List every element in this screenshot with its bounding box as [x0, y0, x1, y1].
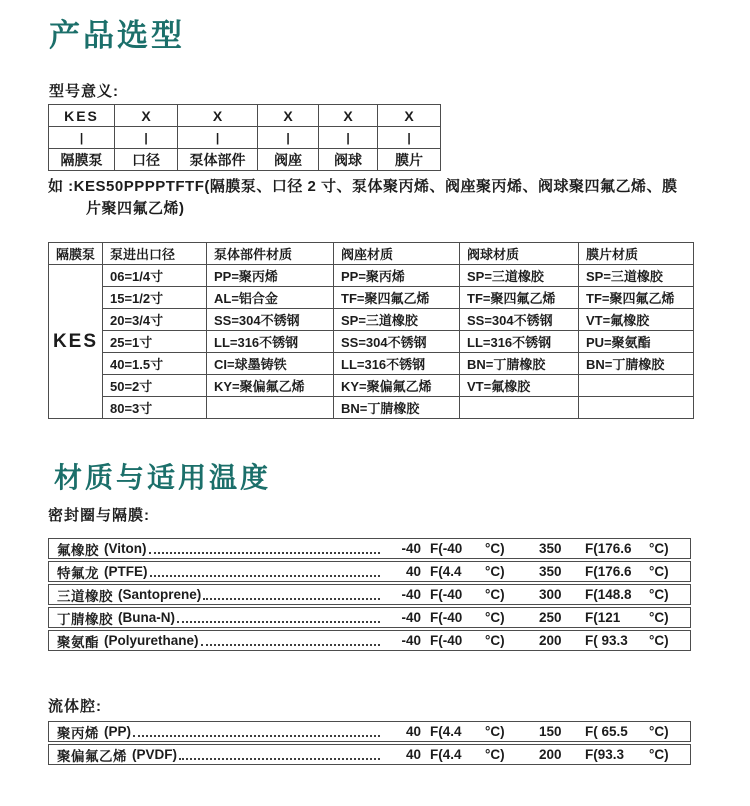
seal-diaphragm-label: 密封圈与隔膜: [48, 507, 150, 524]
min-temp-unit: °C) [485, 564, 505, 579]
header-cell: 泵体部件材质 [207, 243, 334, 265]
table-cell: 06=1/4寸 [103, 265, 207, 287]
table-cell: 隔膜泵 [49, 149, 115, 171]
table-cell: 15=1/2寸 [103, 287, 207, 309]
min-temp-c: F(4.4 [430, 747, 462, 762]
table-row [49, 375, 694, 397]
max-temp-f: 350 [539, 541, 562, 556]
table-cell [579, 397, 694, 419]
table-cell: KES [49, 105, 115, 127]
table-row [49, 287, 694, 309]
table-cell: CI=球墨铸铁 [207, 353, 334, 375]
max-temp-c: F( 65.5 [585, 724, 628, 739]
min-temp-f: -40 [401, 633, 421, 648]
table-cell: | [49, 127, 115, 149]
fluid-chamber-label: 流体腔: [48, 698, 102, 715]
table-row [49, 105, 441, 127]
min-temp-c: F(-40 [430, 610, 463, 625]
table-cell: PP=聚丙烯 [207, 265, 334, 287]
table-cell: PP=聚丙烯 [334, 265, 460, 287]
table-row [49, 309, 694, 331]
table-cell: X [319, 105, 378, 127]
max-temp-unit: °C) [649, 724, 669, 739]
table-row [49, 331, 694, 353]
header-cell: 隔膜泵 [49, 243, 103, 265]
min-temp-unit: °C) [485, 747, 505, 762]
table-cell: 50=2寸 [103, 375, 207, 397]
table-row [49, 149, 441, 171]
max-temp-unit: °C) [649, 541, 669, 556]
dot-leader [149, 543, 381, 554]
material-name-en: (Santoprene) [118, 587, 202, 602]
max-temp-f: 350 [539, 564, 562, 579]
table-cell: BN=丁腈橡胶 [460, 353, 579, 375]
table-cell: VT=氟橡胶 [579, 309, 694, 331]
table-cell: VT=氟橡胶 [460, 375, 579, 397]
table-cell: PU=聚氨酯 [579, 331, 694, 353]
max-temp-c: F( 93.3 [585, 633, 628, 648]
header-cell: 阀座材质 [334, 243, 460, 265]
min-temp-f: -40 [401, 610, 421, 625]
table-cell [460, 397, 579, 419]
material-name-en: (Viton) [104, 541, 147, 556]
min-temp-unit: °C) [485, 724, 505, 739]
header-cell: 膜片材质 [579, 243, 694, 265]
table-cell: SP=三道橡胶 [579, 265, 694, 287]
table-cell: | [319, 127, 378, 149]
section-title-product-selection: 产品选型 [49, 18, 185, 53]
material-name-cn: 聚氨酯 [57, 634, 99, 650]
table-cell: AL=铝合金 [207, 287, 334, 309]
table-cell: 泵体部件 [178, 149, 258, 171]
table-cell: X [178, 105, 258, 127]
dot-leader [179, 749, 380, 760]
max-temp-unit: °C) [649, 610, 669, 625]
dot-leader [203, 589, 380, 600]
model-example-text [48, 176, 728, 220]
max-temp-unit: °C) [649, 633, 669, 648]
min-temp-f: -40 [401, 587, 421, 602]
table-cell: | [258, 127, 319, 149]
table-row [49, 397, 694, 419]
section-title-material-temperature: 材质与适用温度 [54, 462, 272, 493]
material-name-cn: 丁腈橡胶 [57, 611, 113, 627]
material-temp-row [48, 744, 691, 765]
table-cell: KY=聚偏氟乙烯 [334, 375, 460, 397]
min-temp-c: F(4.4 [430, 564, 462, 579]
material-name-cn: 聚丙烯 [57, 725, 99, 741]
material-name-cn: 聚偏氟乙烯 [57, 748, 127, 764]
max-temp-c: F(121 [585, 610, 621, 625]
table-cell: | [378, 127, 441, 149]
material-name-en: (Buna-N) [118, 610, 175, 625]
material-name-en: (PVDF) [132, 747, 177, 762]
table-cell: TF=聚四氟乙烯 [579, 287, 694, 309]
max-temp-unit: °C) [649, 747, 669, 762]
max-temp-f: 250 [539, 610, 562, 625]
min-temp-unit: °C) [485, 541, 505, 556]
table-cell: KY=聚偏氟乙烯 [207, 375, 334, 397]
example-line-1: 如 :KES50PPPPTFTF(隔膜泵、口径 2 寸、泵体聚丙烯、阀座聚丙烯、阀球聚四氟乙烯、膜 [48, 178, 678, 195]
max-temp-unit: °C) [649, 587, 669, 602]
table-cell: 膜片 [378, 149, 441, 171]
table-cell: X [258, 105, 319, 127]
table-cell: SP=三道橡胶 [334, 309, 460, 331]
min-temp-f: 40 [405, 724, 421, 739]
material-name-en: (PTFE) [104, 564, 148, 579]
table-cell: 80=3寸 [103, 397, 207, 419]
material-temp-row [48, 630, 691, 651]
selection-matrix-table [48, 242, 694, 419]
series-label-cell: KES [49, 265, 103, 419]
dot-leader [150, 566, 381, 577]
material-temp-row [48, 584, 691, 605]
max-temp-unit: °C) [649, 564, 669, 579]
max-temp-c: F(176.6 [585, 541, 632, 556]
min-temp-f: -40 [401, 541, 421, 556]
table-cell: SP=三道橡胶 [460, 265, 579, 287]
table-cell: SS=304不锈钢 [207, 309, 334, 331]
table-cell: X [115, 105, 178, 127]
max-temp-c: F(93.3 [585, 747, 625, 762]
max-temp-f: 150 [539, 724, 562, 739]
dot-leader [201, 635, 380, 646]
min-temp-unit: °C) [485, 587, 505, 602]
material-temp-row [48, 607, 691, 628]
table-cell: LL=316不锈钢 [207, 331, 334, 353]
table-cell: 口径 [115, 149, 178, 171]
material-name-cn: 氟橡胶 [57, 542, 99, 558]
min-temp-f: 40 [405, 564, 421, 579]
table-cell: TF=聚四氟乙烯 [334, 287, 460, 309]
material-name-cn: 三道橡胶 [57, 588, 113, 604]
material-name-cn: 特氟龙 [57, 565, 99, 581]
material-name-en: (PP) [104, 724, 131, 739]
min-temp-c: F(-40 [430, 587, 463, 602]
max-temp-f: 200 [539, 633, 562, 648]
table-cell: LL=316不锈钢 [334, 353, 460, 375]
material-temp-row [48, 721, 691, 742]
max-temp-f: 300 [539, 587, 562, 602]
table-cell: 阀球 [319, 149, 378, 171]
example-line-2: 片聚四氟乙烯) [86, 200, 185, 217]
max-temp-c: F(148.8 [585, 587, 632, 602]
min-temp-c: F(-40 [430, 633, 463, 648]
max-temp-f: 200 [539, 747, 562, 762]
material-name-en: (Polyurethane) [104, 633, 199, 648]
header-cell: 泵进出口径 [103, 243, 207, 265]
table-row [49, 265, 694, 287]
table-cell: 20=3/4寸 [103, 309, 207, 331]
table-cell: TF=聚四氟乙烯 [460, 287, 579, 309]
seal-temperature-table [48, 538, 691, 653]
model-structure-table [48, 104, 441, 171]
table-cell [579, 375, 694, 397]
table-cell: X [378, 105, 441, 127]
table-cell: LL=316不锈钢 [460, 331, 579, 353]
table-cell: 40=1.5寸 [103, 353, 207, 375]
table-cell: BN=丁腈橡胶 [579, 353, 694, 375]
table-cell [207, 397, 334, 419]
material-temp-row [48, 538, 691, 559]
table-row [49, 127, 441, 149]
min-temp-unit: °C) [485, 610, 505, 625]
min-temp-unit: °C) [485, 633, 505, 648]
header-cell: 阀球材质 [460, 243, 579, 265]
table-cell: SS=304不锈钢 [460, 309, 579, 331]
material-temp-row [48, 561, 691, 582]
model-meaning-label: 型号意义: [49, 83, 119, 100]
fluid-temperature-table [48, 721, 691, 767]
dot-leader [177, 612, 380, 623]
min-temp-c: F(4.4 [430, 724, 462, 739]
table-header-row [49, 243, 694, 265]
table-cell: 阀座 [258, 149, 319, 171]
max-temp-c: F(176.6 [585, 564, 632, 579]
min-temp-f: 40 [405, 747, 421, 762]
table-cell: 25=1寸 [103, 331, 207, 353]
dot-leader [133, 726, 380, 737]
table-row [49, 353, 694, 375]
table-cell: BN=丁腈橡胶 [334, 397, 460, 419]
table-cell: | [115, 127, 178, 149]
table-cell: SS=304不锈钢 [334, 331, 460, 353]
min-temp-c: F(-40 [430, 541, 463, 556]
table-cell: | [178, 127, 258, 149]
